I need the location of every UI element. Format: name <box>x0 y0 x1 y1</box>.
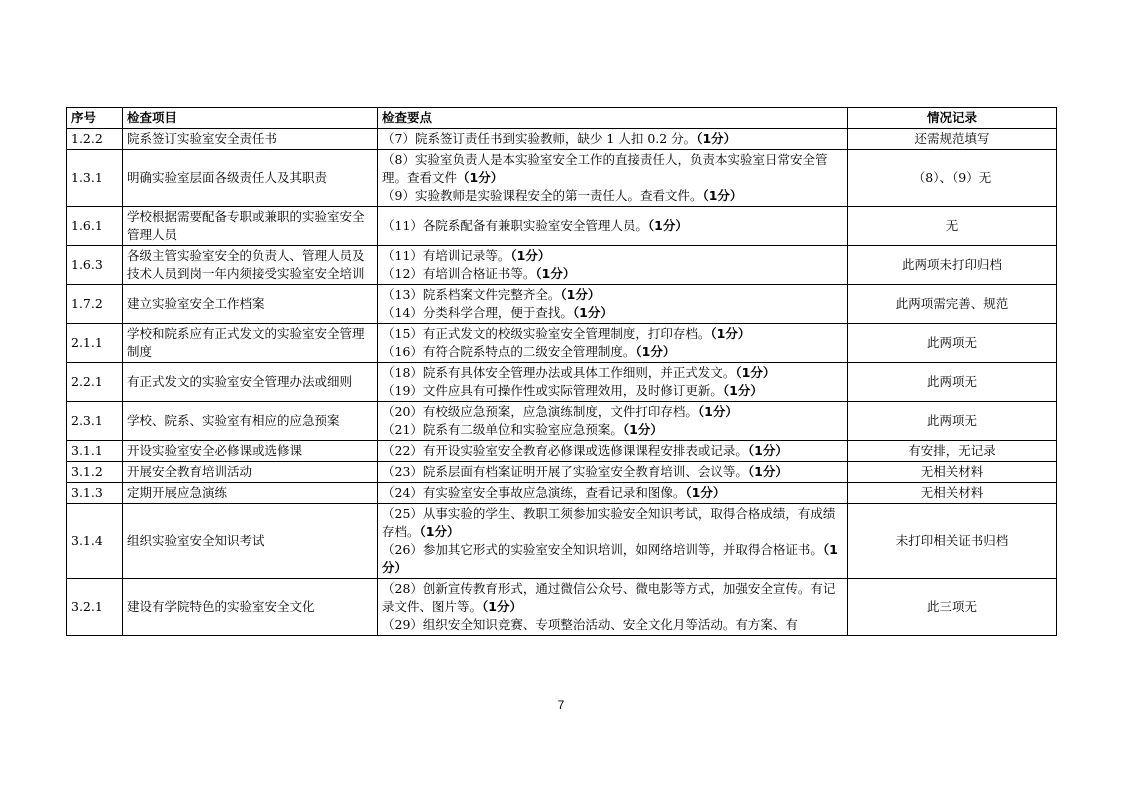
check-point-text: （18）院系有具体安全管理办法或具体工作细则，并正式发文。 <box>382 365 736 380</box>
check-point-text: （26）参加其它形式的实验室安全知识培训，如网络培训等，并取得合格证书。 <box>382 542 823 557</box>
check-point-text: （14）分类科学合理，便于查找。 <box>382 305 573 320</box>
check-point <box>382 217 843 235</box>
item-cell: 学校、院系、实验室有相应的应急预案 <box>123 402 378 441</box>
record-cell: 此三项无 <box>848 579 1057 636</box>
points-cell <box>378 246 848 285</box>
points-cell <box>378 402 848 441</box>
check-point-score: （1分） <box>747 464 788 479</box>
check-point-text: （13）院系档案文件完整齐全。 <box>382 287 561 302</box>
record-cell: 无 <box>848 207 1057 246</box>
check-point <box>382 403 843 421</box>
item-cell: 组织实验室安全知识考试 <box>123 504 378 579</box>
check-point-text: （22）有开设实验室安全教育必修课或选修课课程安排表或记录。 <box>382 443 748 458</box>
check-point-score: （1分） <box>747 443 788 458</box>
serial-cell: 1.7.2 <box>67 285 123 324</box>
record-cell: 无相关材料 <box>848 483 1057 504</box>
check-point-text: （19）文件应具有可操作性或实际管理效用，及时修订更新。 <box>382 383 723 398</box>
check-point-text: （21）院系有二级单位和实验室应急预案。 <box>382 422 623 437</box>
check-point-score: （1分） <box>685 485 726 500</box>
check-point-score: （1分） <box>696 131 737 146</box>
check-point-score: （1分） <box>722 383 763 398</box>
points-cell <box>378 150 848 207</box>
check-point <box>382 580 843 616</box>
points-cell <box>378 324 848 363</box>
serial-cell: 1.6.1 <box>67 207 123 246</box>
points-cell <box>378 207 848 246</box>
check-point-score: （1分） <box>647 218 688 233</box>
check-point <box>382 286 843 304</box>
points-cell <box>378 579 848 636</box>
check-point <box>382 541 843 577</box>
table-row <box>67 285 1057 324</box>
points-cell <box>378 129 848 150</box>
check-point-score: （1分） <box>382 542 838 575</box>
record-cell: 有安排，无记录 <box>848 441 1057 462</box>
check-point-score: （1分） <box>702 188 743 203</box>
serial-cell: 3.1.4 <box>67 504 123 579</box>
check-point-score: （1分） <box>710 326 751 341</box>
check-point-text: （24）有实验室安全事故应急演练，查看记录和图像。 <box>382 485 686 500</box>
item-cell: 建立实验室安全工作档案 <box>123 285 378 324</box>
record-cell: 此两项无 <box>848 324 1057 363</box>
check-point-text: （25）从事实验的学生、教职工须参加实验安全知识考试，取得合格成绩，有成绩存档。 <box>382 506 836 539</box>
check-point-score: （1分） <box>622 422 663 437</box>
check-point <box>382 442 843 460</box>
check-point <box>382 421 843 439</box>
table-row <box>67 246 1057 285</box>
record-cell: 还需规范填写 <box>848 129 1057 150</box>
record-cell: 此两项无 <box>848 402 1057 441</box>
check-point-score: （1分） <box>697 404 738 419</box>
table-row <box>67 150 1057 207</box>
item-cell: 开展安全教育培训活动 <box>123 462 378 483</box>
check-point-text: （20）有校级应急预案，应急演练制度，文件打印存档。 <box>382 404 698 419</box>
table-row <box>67 504 1057 579</box>
table-row <box>67 462 1057 483</box>
check-point <box>382 382 843 400</box>
serial-cell: 2.2.1 <box>67 363 123 402</box>
check-point-text: （8）实验室负责人是本实验室安全工作的直接责任人，负责本实验室日常安全管理。查看文件 <box>382 152 828 185</box>
check-point <box>382 265 843 283</box>
record-cell: 未打印相关证书归档 <box>848 504 1057 579</box>
item-cell: 建设有学院特色的实验室安全文化 <box>123 579 378 636</box>
check-point <box>382 505 843 541</box>
check-point-text: （7）院系签订责任书到实验教师，缺少 1 人扣 0.2 分。 <box>382 131 697 146</box>
check-point <box>382 304 843 322</box>
table-row <box>67 207 1057 246</box>
check-point-text: （29）组织安全知识竞赛、专项整治活动、安全文化月等活动。有方案、有 <box>382 617 798 632</box>
record-cell: 无相关材料 <box>848 462 1057 483</box>
check-point-score: （1分） <box>635 344 676 359</box>
points-cell <box>378 441 848 462</box>
check-point <box>382 187 843 205</box>
check-point <box>382 151 843 187</box>
record-cell: 此两项需完善、规范 <box>848 285 1057 324</box>
check-point-score: （1分） <box>535 266 576 281</box>
check-point <box>382 247 843 265</box>
inspection-table <box>66 107 1057 636</box>
item-cell: 学校根据需要配备专职或兼职的实验室安全管理人员 <box>123 207 378 246</box>
serial-cell: 3.1.3 <box>67 483 123 504</box>
check-point-text: （16）有符合院系特点的二级安全管理制度。 <box>382 344 636 359</box>
item-cell: 有正式发文的实验室安全管理办法或细则 <box>123 363 378 402</box>
serial-cell: 3.2.1 <box>67 579 123 636</box>
check-point <box>382 616 843 634</box>
check-point-text: （12）有培训合格证书等。 <box>382 266 536 281</box>
points-cell <box>378 285 848 324</box>
table-row <box>67 402 1057 441</box>
record-cell: 此两项未打印归档 <box>848 246 1057 285</box>
check-point <box>382 364 843 382</box>
item-cell: 院系签订实验室安全责任书 <box>123 129 378 150</box>
table-row <box>67 129 1057 150</box>
inspection-table-container <box>66 107 1056 636</box>
points-cell <box>378 504 848 579</box>
serial-cell: 1.3.1 <box>67 150 123 207</box>
check-point-score: （1分） <box>560 287 601 302</box>
check-point-score: （1分） <box>572 305 613 320</box>
table-body <box>67 129 1057 636</box>
serial-cell: 3.1.1 <box>67 441 123 462</box>
header-serial: 序号 <box>67 108 123 129</box>
check-point-score: （1分） <box>482 599 522 614</box>
serial-cell: 2.1.1 <box>67 324 123 363</box>
check-point-score: （1分） <box>457 170 504 185</box>
table-row <box>67 363 1057 402</box>
check-point-text: （9）实验教师是实验课程安全的第一责任人。查看文件。 <box>382 188 703 203</box>
page-number: 7 <box>557 698 565 712</box>
item-cell: 开设实验室安全必修课或选修课 <box>123 441 378 462</box>
check-point-text: （23）院系层面有档案证明开展了实验室安全教育培训、会议等。 <box>382 464 748 479</box>
check-point <box>382 343 843 361</box>
serial-cell: 3.1.2 <box>67 462 123 483</box>
check-point-text: （11）各院系配备有兼职实验室安全管理人员。 <box>382 218 648 233</box>
check-point-text: （15）有正式发文的校级实验室安全管理制度，打印存档。 <box>382 326 711 341</box>
points-cell <box>378 462 848 483</box>
table-row <box>67 579 1057 636</box>
table-row <box>67 441 1057 462</box>
item-cell: 各级主管实验室安全的负责人、管理人员及技术人员到岗一年内须接受实验室安全培训 <box>123 246 378 285</box>
header-record: 情况记录 <box>848 108 1057 129</box>
check-point-score: （1分） <box>735 365 776 380</box>
item-cell: 定期开展应急演练 <box>123 483 378 504</box>
check-point-text: （28）创新宣传教育形式，通过微信公众号、微电影等方式，加强安全宣传。有记录文件、图片等。 <box>382 581 836 614</box>
check-point <box>382 130 843 148</box>
table-header-row <box>67 108 1057 129</box>
serial-cell: 1.2.2 <box>67 129 123 150</box>
check-point-score: （1分） <box>419 524 460 539</box>
check-point <box>382 484 843 502</box>
table-row <box>67 324 1057 363</box>
record-cell: （8）、（9）无 <box>848 150 1057 207</box>
item-cell: 明确实验室层面各级责任人及其职责 <box>123 150 378 207</box>
header-points: 检查要点 <box>378 108 848 129</box>
points-cell <box>378 483 848 504</box>
item-cell: 学校和院系应有正式发文的实验室安全管理制度 <box>123 324 378 363</box>
points-cell <box>378 363 848 402</box>
check-point-text: （11）有培训记录等。 <box>382 248 511 263</box>
serial-cell: 2.3.1 <box>67 402 123 441</box>
check-point-score: （1分） <box>510 248 551 263</box>
header-item: 检查项目 <box>123 108 378 129</box>
table-row <box>67 483 1057 504</box>
record-cell: 此两项无 <box>848 363 1057 402</box>
check-point <box>382 325 843 343</box>
check-point <box>382 463 843 481</box>
serial-cell: 1.6.3 <box>67 246 123 285</box>
